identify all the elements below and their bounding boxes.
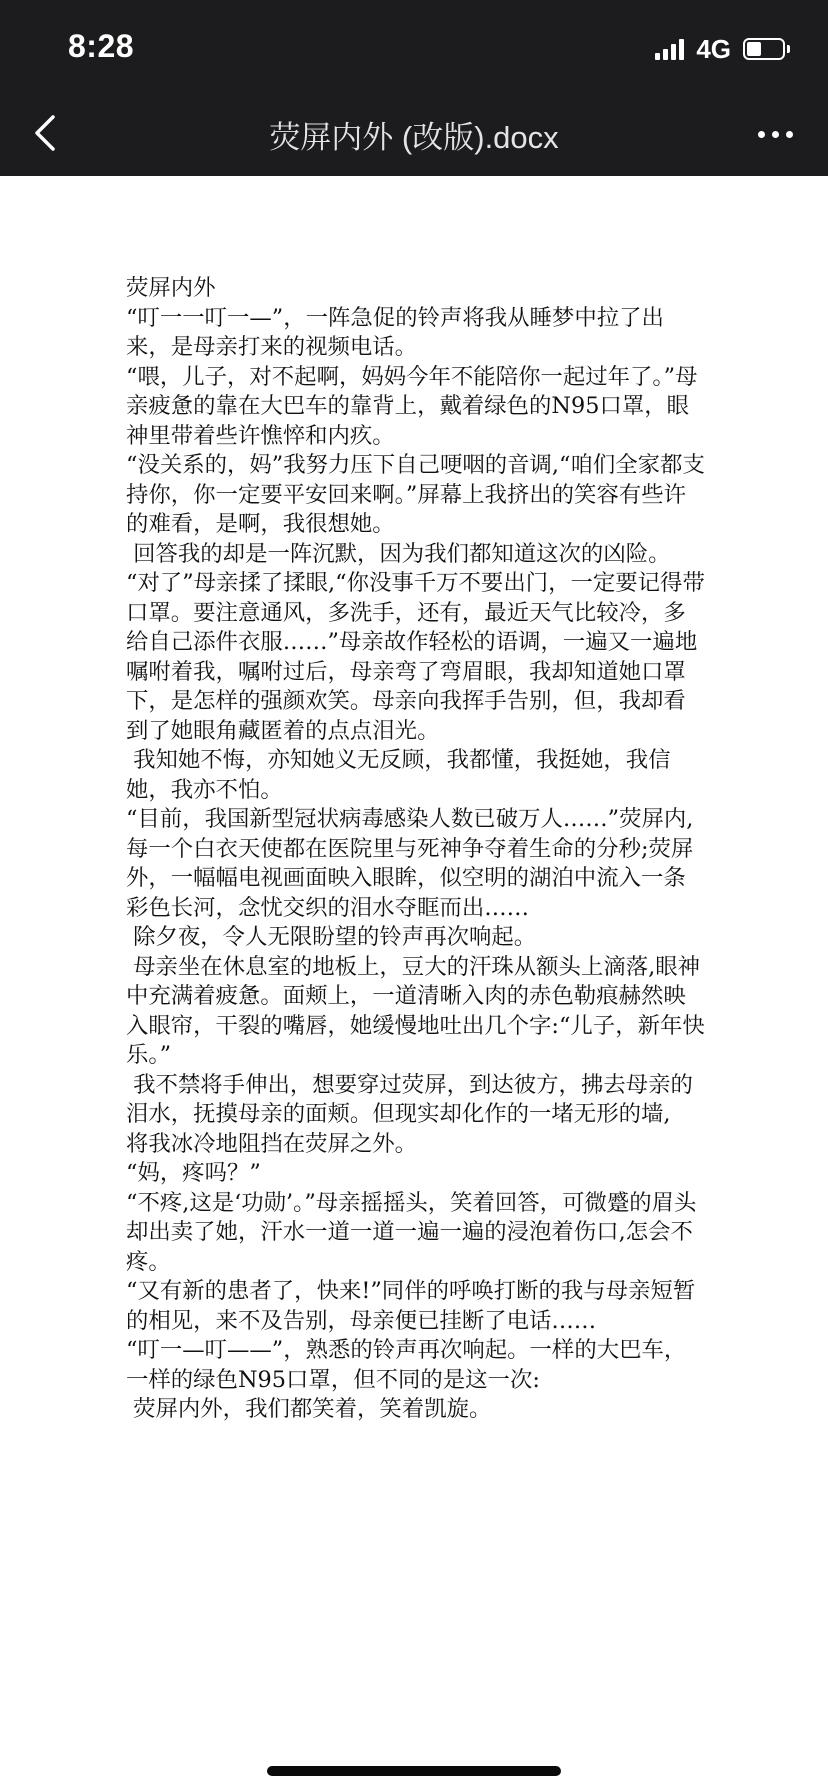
document-body <box>126 274 706 1425</box>
more-horizontal-icon <box>758 131 765 138</box>
paragraph: 除夕夜，令人无限盼望的铃声再次响起。 <box>126 924 537 950</box>
paragraph: 回答我的却是一阵沉默，因为我们都知道这次的凶险。 <box>126 540 671 567</box>
paragraph: “妈，疼吗？” <box>126 1160 261 1186</box>
paragraph: “又有新的患者了，快来!”同伴的呼唤打断的我与母亲短暂的相见，来不及告别，母亲便已挂断了电话…… <box>126 1278 696 1334</box>
battery-cap <box>787 45 790 53</box>
more-dot <box>786 131 793 138</box>
more-button[interactable] <box>752 120 798 148</box>
document-title: 荧屏内外 (改版).docx <box>269 120 559 155</box>
status-indicators <box>655 34 790 64</box>
chevron-left-icon <box>33 114 57 152</box>
paragraph: “对了”母亲揉了揉眼,“你没事千万不要出门，一定要记得带口罩。要注意通风，多洗手，还有，最近天气比较冷，多给自己添件衣服……”母亲故作轻松的语调，一遍又一遍地嘱咐着我，嘱咐过后，母亲弯了弯眉眼，我却知道她口罩下，是怎样的强颜欢笑。母亲向我挥手告别，但，我却看到了她眼角藏匿着的点点泪光。 <box>126 570 705 744</box>
paragraph: “叮一一叮一—”，一阵急促的铃声将我从睡梦中拉了出来，是母亲打来的视频电话。 <box>126 304 664 360</box>
paragraph: “不疼,这是‘功勋’。”母亲摇摇头，笑着回答，可微蹙的眉头却出卖了她，汗水一道一道一遍一遍的浸泡着伤口,怎会不疼。 <box>126 1189 697 1275</box>
paragraph: 母亲坐在休息室的地板上，豆大的汗珠从额头上滴落,眼神中充满着疲惫。面颊上，一道清晰入肉的赤色勒痕赫然映入眼帘，干裂的嘴唇，她缓慢地吐出几个字:“儿子，新年快乐。” <box>126 953 705 1068</box>
nav-bar <box>0 92 828 176</box>
paragraph: “没关系的，妈”我努力压下自己哽咽的音调,“咱们全家都支持你，你一定要平安回来啊。”屏幕上我挤出的笑容有些许的难看，是啊，我很想她。 <box>126 452 705 537</box>
status-time: 8:28 <box>68 28 135 64</box>
paragraph: 我不禁将手伸出，想要穿过荧屏，到达彼方，拂去母亲的泪水，抚摸母亲的面颊。但现实却化作的一堵无形的墙, <box>126 1071 693 1127</box>
back-button[interactable] <box>22 110 68 156</box>
battery-icon <box>743 38 785 60</box>
document-heading: 荧屏内外 <box>126 275 216 301</box>
paragraph: 我知她不悔，亦知她义无反顾，我都懂，我挺她，我信她，我亦不怕。 <box>126 747 671 803</box>
paragraph: “喂，儿子，对不起啊，妈妈今年不能陪你一起过年了。”母亲疲惫的靠在大巴车的靠背上，戴着绿色的N95口罩，眼神里带着些许憔悴和内疚。 <box>126 363 698 449</box>
paragraph: “目前，我国新型冠状病毒感染人数已破万人……”荧屏内,每一个白衣天使都在医院里与死神争夺着生命的分秒;荧屏外，一幅幅电视画面映入眼眸，似空明的湖泊中流入一条彩色长河，念忧交织的泪水夺眶而出…… <box>126 806 694 921</box>
network-type: 4G <box>696 33 731 64</box>
paragraph: 将我冰冷地阻挡在荧屏之外。 <box>126 1130 418 1157</box>
home-indicator[interactable] <box>267 1766 561 1776</box>
paragraph: 荧屏内外，我们都笑着，笑着凯旋。 <box>126 1396 492 1422</box>
more-dot <box>772 131 779 138</box>
paragraph: “叮一—叮——”，熟悉的铃声再次响起。一样的大巴车，一样的绿色N95口罩，但不同的是这一次: <box>126 1337 687 1393</box>
signal-icon <box>655 38 684 60</box>
status-bar <box>0 0 828 92</box>
